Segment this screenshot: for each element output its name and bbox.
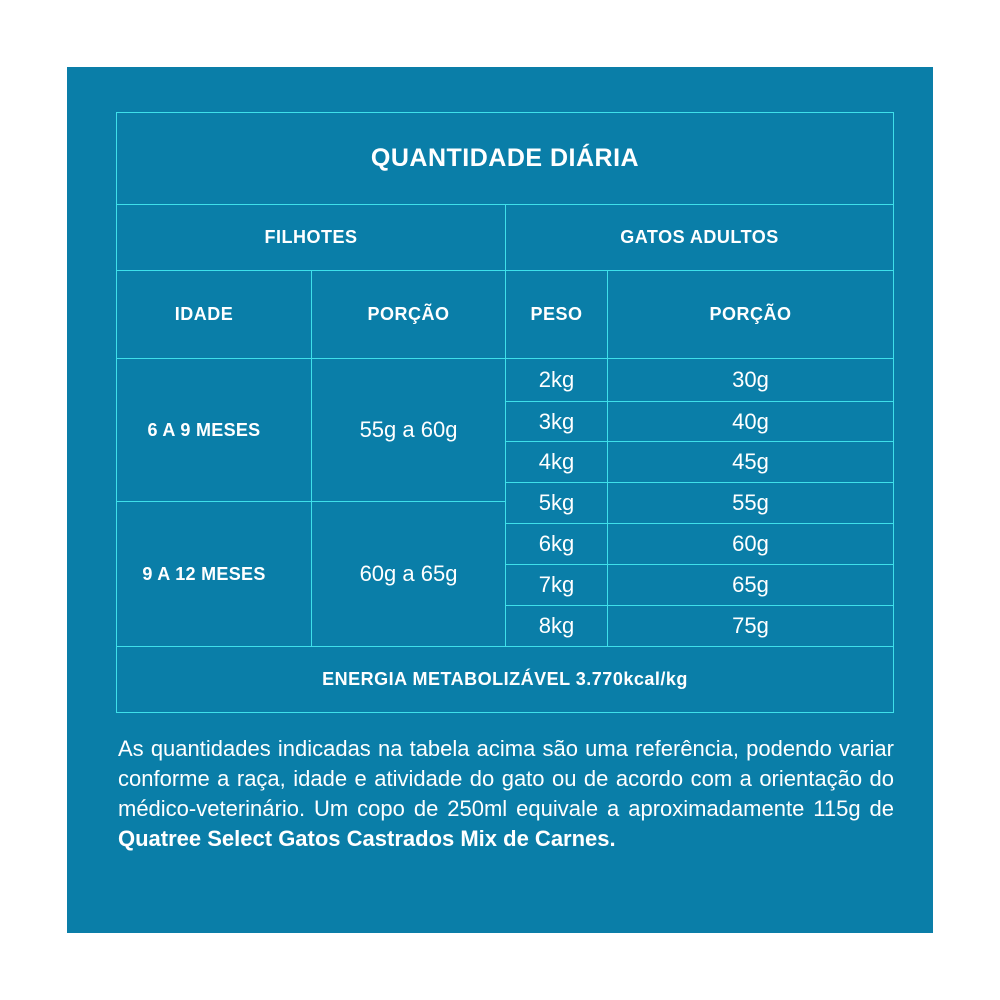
col-weight: PESO (530, 304, 583, 324)
product-name: Quatree Select Gatos Castrados Mix de Carnes. (118, 826, 616, 851)
adult-portion: 60g (732, 531, 769, 556)
adult-weight: 2kg (538, 367, 575, 392)
col-age: IDADE (174, 304, 234, 324)
adult-weight: 7kg (538, 572, 575, 597)
col-portion-kittens: PORÇÃO (367, 304, 450, 324)
kitten-age: 6 A 9 MESES (147, 419, 261, 440)
feeding-note (118, 734, 894, 854)
feeding-table (116, 112, 894, 713)
adult-portion: 40g (732, 408, 769, 434)
adult-weight: 4kg (538, 449, 575, 474)
adult-portion: 65g (732, 572, 769, 597)
col-portion-adults: PORÇÃO (709, 304, 792, 324)
kitten-portion: 55g a 60g (359, 417, 458, 442)
kitten-portion: 60g a 65g (359, 561, 458, 586)
adult-portion: 55g (732, 490, 769, 515)
section-adults: GATOS ADULTOS (620, 227, 779, 247)
adult-portion: 30g (732, 367, 769, 392)
adult-weight: 5kg (538, 490, 575, 515)
adult-portion: 45g (732, 449, 769, 474)
energy-footer: ENERGIA METABOLIZÁVEL 3.770kcal/kg (322, 669, 688, 689)
adult-weight: 8kg (538, 613, 575, 638)
table-title: QUANTIDADE DIÁRIA (370, 144, 640, 172)
section-kittens: FILHOTES (264, 227, 358, 247)
adult-weight: 3kg (538, 408, 575, 434)
adult-weight: 6kg (538, 531, 575, 556)
kitten-age: 9 A 12 MESES (142, 563, 266, 584)
adult-portion: 75g (732, 613, 769, 638)
note-text: As quantidades indicadas na tabela acima são uma referência, podendo variar conforme a raça, idade e atividade do gato ou de acordo com a orientação do médico-veterinário. Um copo de 250ml equivale a aproximadamente 115g de (118, 736, 894, 821)
